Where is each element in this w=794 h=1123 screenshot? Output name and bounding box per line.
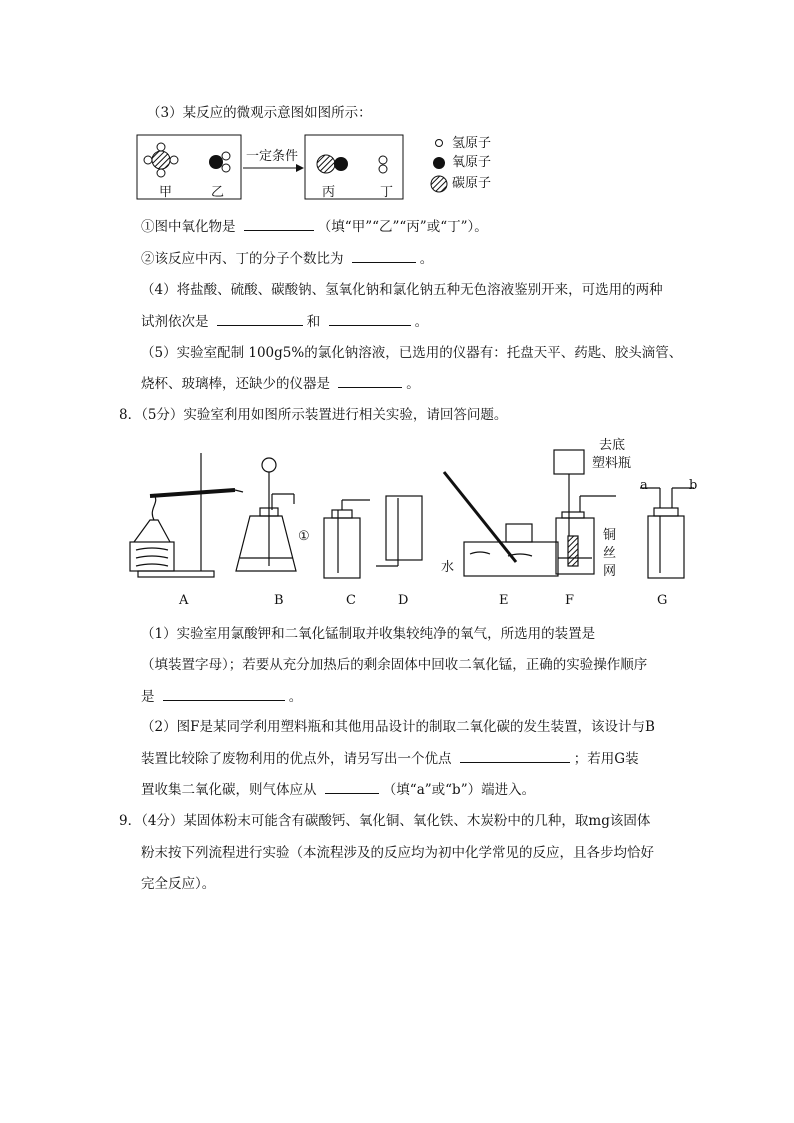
q9-line3: 完全反应）。: [141, 876, 216, 892]
q8-p1-line2: （填装置字母）；若要从充分加热后的剩余固体中回收二氧化锰，正确的实验操作顺序: [141, 657, 648, 673]
apparatus-a: [130, 453, 243, 577]
label-port-b: b: [689, 478, 698, 493]
answer-blank[interactable]: [338, 373, 402, 388]
molecule-bing: [317, 155, 348, 173]
q7-item1: ①图中氧化物是 （填“甲”“乙”“丙”或“丁”）。: [141, 216, 488, 237]
label-copper-1: 铜: [603, 528, 617, 543]
q8-header: 8．（5分）实验室利用如图所示装置进行相关实验，请回答问题。: [119, 407, 508, 423]
q9-line2: 粉末按下列流程进行实验（本流程涉及的反应均为初中化学常见的反应，且各步均恰好: [141, 845, 654, 861]
label-plastic-bottle: 塑料瓶: [592, 456, 632, 471]
molecule-ding: [379, 156, 387, 173]
apparatus-label-e: E: [499, 593, 509, 608]
q7-item2: ②该反应中丙、丁的分子个数比为 。: [141, 248, 433, 269]
q8-p1-line1: （1）实验室用氯酸钾和二氧化锰制取并收集较纯净的氧气，所选用的装置是: [141, 626, 596, 642]
apparatus-e: [444, 472, 558, 576]
q7-part4-line2: 试剂依次是 和 。: [141, 311, 428, 332]
label-bing: 丙: [322, 185, 336, 200]
q7-part4-line1: （4）将盐酸、硫酸、碳酸钠、氢氧化钠和氯化钠五种无色溶液鉴别开来，可选用的两种: [141, 282, 663, 298]
q7-part5-line1: （5）实验室配制 100g5%的氯化钠溶液，已选用的仪器有：托盘天平、药匙、胶头滴管、: [141, 345, 683, 361]
q8-p2-line3: 置收集二氧化碳，则气体应从 （填“a”或“b”）端进入。: [141, 779, 535, 800]
label-jia: 甲: [159, 185, 173, 200]
answer-blank[interactable]: [329, 311, 411, 326]
answer-blank[interactable]: [460, 748, 570, 763]
apparatus-label-d: D: [398, 593, 409, 608]
label-yi: 乙: [211, 185, 225, 200]
q9-line1: 9．（4分）某固体粉末可能含有碳酸钙、氧化铜、氧化铁、木炭粉中的几种，取mg该固体: [119, 813, 651, 829]
answer-blank[interactable]: [163, 686, 285, 701]
answer-blank[interactable]: [217, 311, 303, 326]
q8-p2-line1: （2）图F是某同学利用塑料瓶和其他用品设计的制取二氧化碳的发生装置，该设计与B: [141, 719, 655, 735]
molecule-jia: [144, 143, 178, 177]
apparatus-label-f: F: [565, 593, 575, 608]
legend-oxygen: 氧原子: [452, 155, 492, 170]
apparatus-d: [376, 496, 422, 566]
q7-part3-intro: （3）某反应的微观示意图如图所示：: [147, 105, 372, 121]
legend-hydrogen: 氢原子: [452, 136, 492, 151]
apparatus-c: [324, 500, 370, 578]
apparatus-label-c: C: [346, 593, 356, 608]
label-ding: 丁: [380, 185, 394, 200]
label-copper-3: 网: [603, 564, 617, 579]
answer-blank[interactable]: [325, 779, 379, 794]
answer-blank[interactable]: [352, 248, 416, 263]
label-copper-2: 丝: [603, 546, 617, 561]
q7-part5-line2: 烧杯、玻璃棒，还缺少的仪器是 。: [141, 373, 420, 394]
apparatus-b: [236, 458, 296, 571]
q8-p1-line3: 是 。: [141, 686, 302, 707]
arrow-label: 一定条件: [246, 149, 299, 164]
molecule-yi: [209, 152, 230, 172]
label-water: 水: [441, 560, 455, 575]
label-remove-bottom: 去底: [599, 438, 626, 453]
apparatus-label-a: A: [179, 593, 189, 608]
answer-blank[interactable]: [244, 216, 314, 231]
legend-symbols: [431, 140, 447, 193]
apparatus-label-g: G: [657, 593, 668, 608]
apparatus-label-b: B: [274, 593, 284, 608]
legend-carbon: 碳原子: [452, 176, 492, 191]
q8-p2-line2: 装置比较除了废物利用的优点外，请另写出一个优点 ；若用G装: [141, 748, 639, 769]
apparatus-g: [640, 488, 694, 578]
label-b-marker: ①: [298, 529, 310, 544]
label-port-a: a: [640, 478, 648, 493]
